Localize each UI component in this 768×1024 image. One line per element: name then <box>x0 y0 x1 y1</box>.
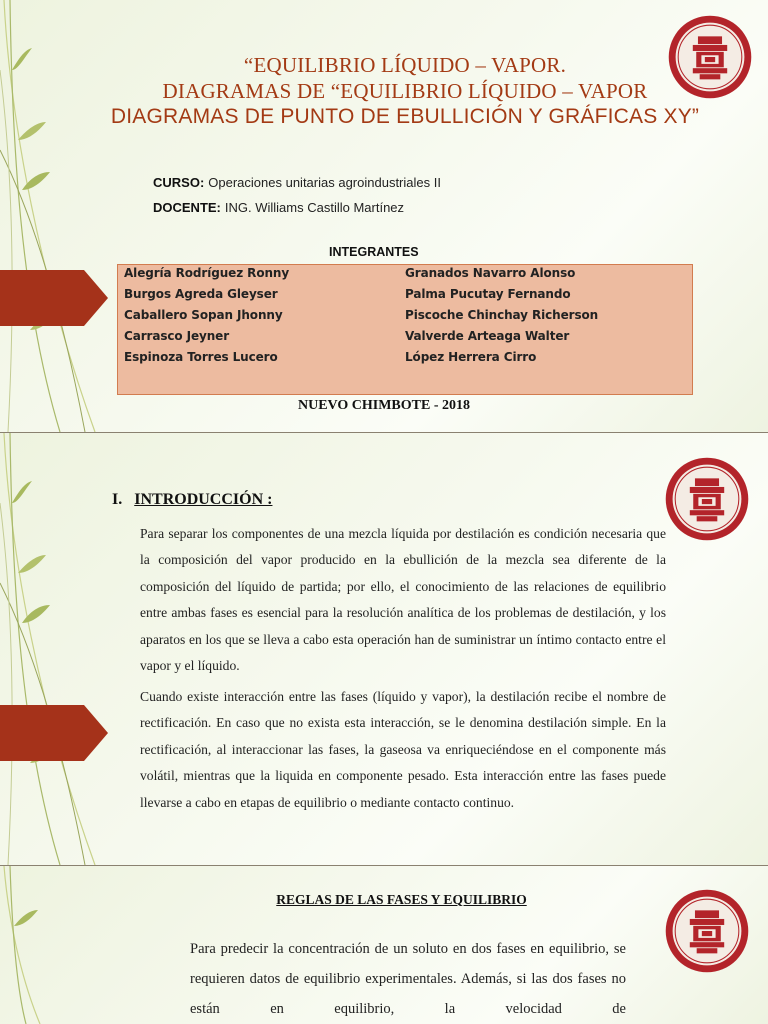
course-line <box>153 175 441 190</box>
member-name: Granados Navarro Alonso <box>405 266 576 280</box>
member-name: Espinoza Torres Lucero <box>124 350 278 364</box>
member-name: Valverde Arteaga Walter <box>405 329 570 343</box>
decorative-lines <box>0 433 123 865</box>
place-year: NUEVO CHIMBOTE - 2018 <box>297 398 470 413</box>
members-left-column <box>124 265 289 370</box>
title-line-1: “EQUILIBRIO LÍQUIDO – VAPOR. <box>243 53 567 77</box>
title-line-2: DIAGRAMAS DE “EQUILIBRIO LÍQUIDO – VAPOR <box>162 79 648 103</box>
slide-title <box>60 52 750 130</box>
members-title: INTEGRANTES <box>329 245 419 259</box>
section-title: INTRODUCCIÓN : <box>134 491 273 508</box>
members-right-column <box>405 265 598 370</box>
section-heading <box>112 491 272 509</box>
rules-paragraph: Para predecir la concentración de un soluto en dos fases en equilibrio, se requieren datos de equilibrio experimentales. Además, si las dos fases no están en equilibrio, la velocidad de <box>190 941 626 1017</box>
course-label: CURSO: <box>153 175 205 190</box>
university-seal-icon <box>664 456 750 542</box>
member-name: Carrasco Jeyner <box>124 329 230 343</box>
member-name: Burgos Agreda Gleyser <box>124 287 278 301</box>
member-name: Alegría Rodríguez Ronny <box>124 266 290 280</box>
introduction-slide <box>0 433 768 865</box>
member-name: López Herrera Cirro <box>405 350 537 364</box>
chevron-arrow-icon <box>0 270 110 326</box>
section-number: I. <box>112 491 123 508</box>
members-box <box>117 264 693 395</box>
intro-paragraph-1: Para separar los componentes de una mezcla líquida por destilación es condición necesaria que la composición del vapor producido en la ebullición de la mezcla sea diferente de la composición del líquido de partida; por ello, el conocimiento de las relaciones de equilibrio entre ambas fases es esencial para la resolución analítica de los problemas de destilación, y los aparatos en los que se lleva a cabo esta operación han de suministrar un íntimo contacto entre el vapor y el líquido. <box>140 526 666 674</box>
rules-heading: REGLAS DE LAS FASES Y EQUILIBRIO <box>276 892 527 907</box>
teacher-label: DOCENTE: <box>153 200 221 215</box>
title-line-3: DIAGRAMAS DE PUNTO DE EBULLICIÓN Y GRÁFICAS XY” <box>110 105 700 128</box>
title-slide <box>0 0 768 432</box>
phase-rules-slide <box>0 866 768 1024</box>
decorative-lines <box>0 866 120 1024</box>
member-name: Palma Pucutay Fernando <box>405 287 571 301</box>
intro-paragraph-2: Cuando existe interacción entre las fases (líquido y vapor), la destilación recibe el nombre de rectificación. En caso que no exista esta interacción, se le denomina destilación simple. En la rectificación, al interaccionar las fases, la gaseosa va enriqueciéndose en el componente más volátil, mientras que la liquida en componente pesado. Esta interacción entre las fases puede llevarse a cabo en etapas de equilibrio o mediante contacto continuo. <box>140 689 666 810</box>
course-value: Operaciones unitarias agroindustriales II <box>208 175 441 190</box>
teacher-value: ING. Williams Castillo Martínez <box>224 200 405 215</box>
member-name: Caballero Sopan Jhonny <box>124 308 283 322</box>
chevron-arrow-icon <box>0 705 110 761</box>
member-name: Piscoche Chinchay Richerson <box>405 308 599 322</box>
teacher-line <box>153 200 404 215</box>
